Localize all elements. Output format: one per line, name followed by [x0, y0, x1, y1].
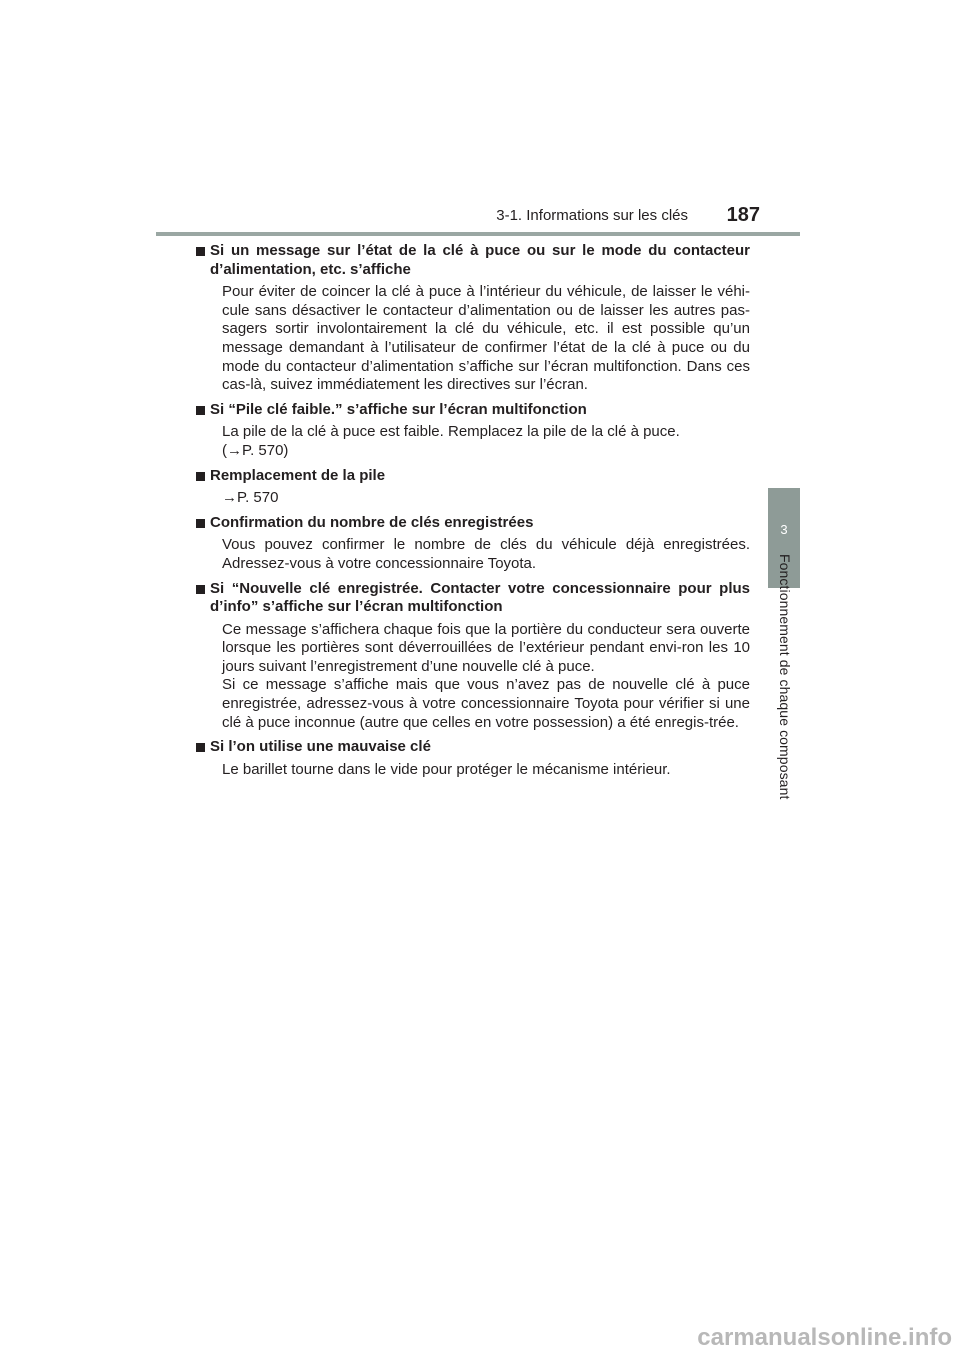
- section-heading: [196, 514, 750, 533]
- square-bullet-icon: [196, 519, 205, 528]
- section-heading: [196, 580, 750, 617]
- section-body: [210, 489, 750, 508]
- section-heading-text: Confirmation du nombre de clés enregistrées: [210, 513, 534, 531]
- section: [210, 580, 750, 733]
- section: [210, 401, 750, 461]
- page-header: [0, 0, 960, 240]
- chapter-label: Fonctionnement de chaque composant: [777, 554, 793, 800]
- square-bullet-icon: [196, 472, 205, 481]
- section-heading: [196, 467, 750, 486]
- section: [210, 242, 750, 395]
- section-body: [210, 423, 750, 460]
- section-heading-text: Si un message sur l’état de la clé à puce ou sur le mode du contacteur d’alimentation, etc. s’affiche: [210, 242, 750, 278]
- watermark: carmanualsonline.info: [697, 1324, 952, 1351]
- section-heading: [196, 401, 750, 420]
- chapter-number: 3: [780, 522, 788, 537]
- paragraph: (→P. 570): [222, 441, 289, 459]
- page-number: 187: [726, 204, 760, 226]
- square-bullet-icon: [196, 247, 205, 256]
- section-heading-text: Si “Nouvelle clé enregistrée. Contacter votre concessionnaire pour plus d’info” s’affiche sur l’écran multifonction: [210, 579, 750, 616]
- section-heading-text: Si “Pile clé faible.” s’affiche sur l’écran multifonction: [210, 400, 587, 418]
- paragraph: La pile de la clé à puce est faible. Remplacez la pile de la clé à puce.: [222, 423, 680, 441]
- section: [210, 467, 750, 508]
- square-bullet-icon: [196, 585, 205, 594]
- section-body: [210, 283, 750, 395]
- section: [210, 514, 750, 574]
- section-body: [210, 621, 750, 733]
- section-heading: [196, 242, 750, 279]
- section-heading: [196, 738, 750, 757]
- section-body: [210, 761, 750, 780]
- section-heading-text: Si l’on utilise une mauvaise clé: [210, 738, 431, 756]
- section-body: [210, 536, 750, 573]
- section: [210, 738, 750, 779]
- page-content: [210, 242, 750, 785]
- paragraph: Le barillet tourne dans le vide pour protéger le mécanisme intérieur.: [222, 760, 671, 778]
- paragraph: Vous pouvez confirmer le nombre de clés du véhicule déjà enregistrées. Adressez-vous à votre concessionnaire Toyota.: [222, 536, 750, 572]
- square-bullet-icon: [196, 743, 205, 752]
- paragraph: Pour éviter de coincer la clé à puce à l’intérieur du véhicule, de laisser le véhi-cule sans désactiver le contacteur d’alimentation ou de laisser les autres pas-sagers sortir involontairement la clé du véhicule, etc. il est possible qu’un message demandant à l’utilisateur de confirmer l’état de la clé à puce ou du mode du contacteur d’alimentation s’affiche sur l’écran multifonction. Dans ces cas-là, suivez immédiatement les directives sur l’écran.: [222, 283, 750, 394]
- square-bullet-icon: [196, 406, 205, 415]
- header-rule: [156, 232, 800, 236]
- paragraph: →P. 570: [222, 489, 279, 507]
- section-heading-text: Remplacement de la pile: [210, 466, 386, 484]
- section-title: 3-1. Informations sur les clés: [496, 207, 688, 224]
- paragraph: Si ce message s’affiche mais que vous n’avez pas de nouvelle clé à puce enregistrée, adressez-vous à votre concessionnaire Toyota pour vérifier si une clé à puce inconnue (autre que celles en votre possession) a été enregis-trée.: [222, 676, 750, 731]
- paragraph: Ce message s’affichera chaque fois que la portière du conducteur sera ouverte lorsque les portières sont déverrouillées de l’extérieur pendant envi-ron les 10 jours suivant l’enregistrement d’une nouvelle clé à puce.: [222, 620, 750, 675]
